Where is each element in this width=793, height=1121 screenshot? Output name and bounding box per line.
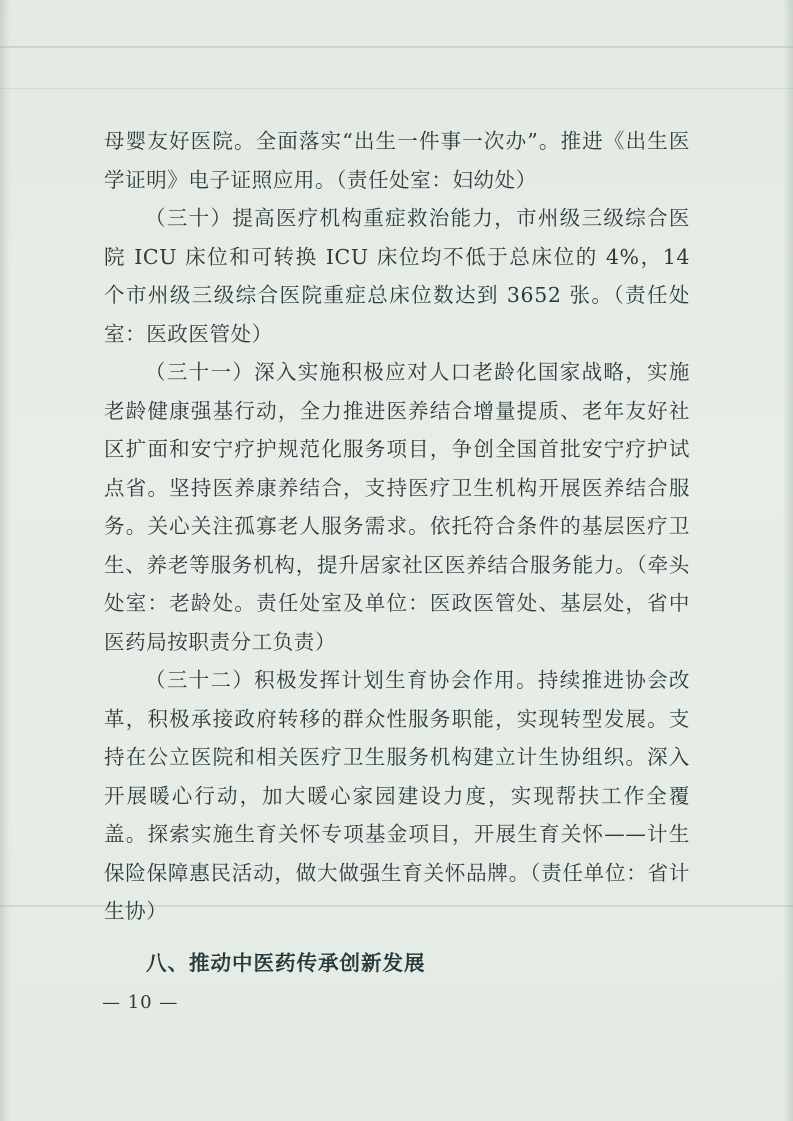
paragraph-item-32: （三十二）积极发挥计划生育协会作用。持续推进协会改革，积极承接政府转移的群众性服务职能，实现转型发展。支持在公立医院和相关医疗卫生服务机构建立计生协组织。深入开展暖心行动，加大暖心家园建设力度，实现帮扶工作全覆盖。探索实施生育关怀专项基金项目，开展生育关怀——计生保险保障惠民活动，做大做强生育关怀品牌。（责任单位：省计生协） — [104, 668, 690, 923]
paragraph-item-31: （三十一）深入实施积极应对人口老龄化国家战略，实施老龄健康强基行动，全力推进医养结合增量提质、老年友好社区扩面和安宁疗护规范化服务项目，争创全国首批安宁疗护试点省。坚持医养康养结合，支持医疗卫生机构开展医养结合服务。关心关注孤寡老人服务需求。依托符合条件的基层医疗卫生、养老等服务机构，提升居家社区医养结合服务能力。（牵头处室：老龄处。责任处室及单位：医政医管处、基层处，省中医药局按职责分工负责） — [104, 360, 690, 654]
paper-fold-line — [0, 88, 793, 89]
page-number: — 10 — — [102, 992, 179, 1013]
paragraph-continuation: 母婴友好医院。全面落实“出生一件事一次办”。推进《出生医学证明》电子证照应用。（责任处室：妇幼处） — [104, 129, 690, 192]
paragraph-item-30: （三十）提高医疗机构重症救治能力，市州级三级综合医院 ICU 床位和可转换 ICU 床位均不低于总床位的 4%，14 个市州级三级综合医院重症总床位数达到 3652 张。（责任处室：医政医管处） — [104, 206, 690, 346]
body-text — [104, 122, 690, 931]
section-heading: 八、推动中医药传承创新发展 — [146, 951, 426, 975]
page-edge-shadow-right — [783, 0, 793, 1121]
paper-fold-line — [0, 46, 793, 48]
page-edge-shadow-left — [0, 0, 10, 1121]
